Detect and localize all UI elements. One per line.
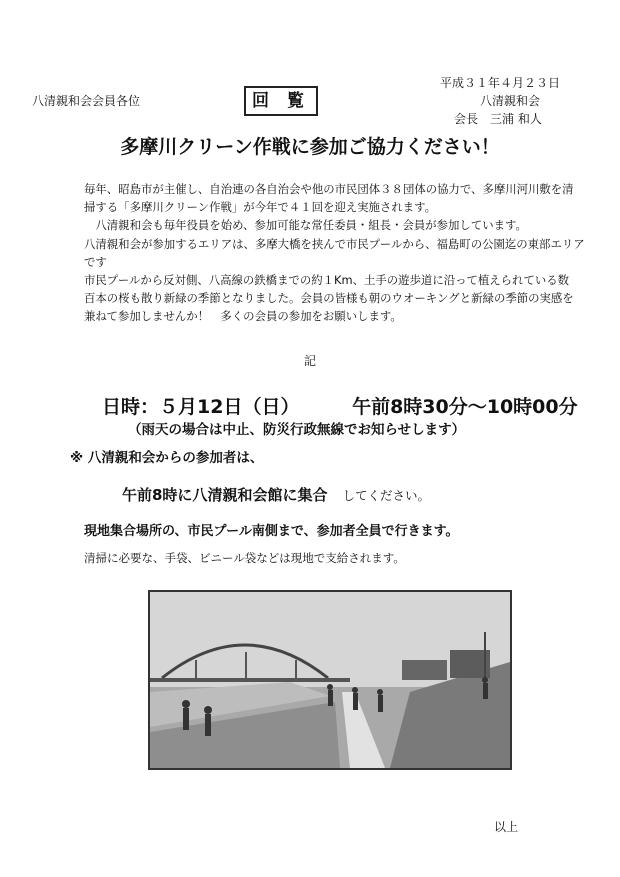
body-line: 百本の桜も散り新緑の季節となりました。会員の皆様も朝のウオーキングと新緑の季節の実感を <box>84 291 574 306</box>
event-time: 午前8時30分～10時00分 <box>352 396 578 418</box>
riverbank-photo-image <box>150 592 510 768</box>
supplies-note: 清掃に必要な、手袋、ビニール袋などは現地で支給されます。 <box>84 551 405 565</box>
organization-name: 八清親和会 <box>480 94 541 108</box>
body-line: です <box>84 254 107 269</box>
issue-date: 平成３１年４月２３日 <box>440 76 561 90</box>
page-title: 多摩川クリーン作戦に参加ご協力ください！ <box>120 136 500 158</box>
participants-note: ※ 八清親和会からの参加者は、 <box>70 450 264 466</box>
event-date: 日時：５月12日（日） <box>102 396 300 418</box>
riverbank-photo <box>148 590 512 770</box>
circulation-stamp: 回 覧 <box>244 86 318 116</box>
rain-note: （雨天の場合は中止、防災行政無線でお知らせします） <box>128 422 466 438</box>
body-line: 八清親和会も毎年役員を始め、参加可能な常任委員・組長・会員が参加しています。 <box>84 218 527 233</box>
body-text <box>84 180 585 326</box>
event-datetime <box>102 392 578 419</box>
ki-marker: 記 <box>303 354 316 368</box>
body-line: 兼ねて参加しませんか！ 多くの会員の参加をお願いします。 <box>84 309 402 324</box>
body-line: 八清親和会が参加するエリアは、多摩大橋を挟んで市民プールから、福島町の公園迄の東部エリア <box>84 236 585 251</box>
assembly-main: 午前8時に八清親和会館に集合 <box>122 486 328 504</box>
meeting-place: 現地集合場所の、市民プール南側まで、参加者全員で行きます。 <box>84 524 459 539</box>
assembly-instruction <box>122 484 430 505</box>
body-line: 掃する「多摩川クリーン作戦」が今年で４１回を迎え実施されます。 <box>84 200 436 215</box>
body-line: 市民プールから反対側、八高線の鉄橋までの約１Km、土手の遊歩道に沿って植えられている数 <box>84 273 570 288</box>
addressee: 八清親和会会員各位 <box>32 94 141 108</box>
sender-block <box>440 74 560 128</box>
president-name: 会長 三浦 和人 <box>454 112 542 126</box>
closing-mark: 以上 <box>494 820 519 834</box>
body-line: 毎年、昭島市が主催し、自治連の各自治会や他の市民団体３８団体の協力で、多摩川河川敷を清 <box>84 182 574 196</box>
assembly-tail: してください。 <box>342 488 431 503</box>
